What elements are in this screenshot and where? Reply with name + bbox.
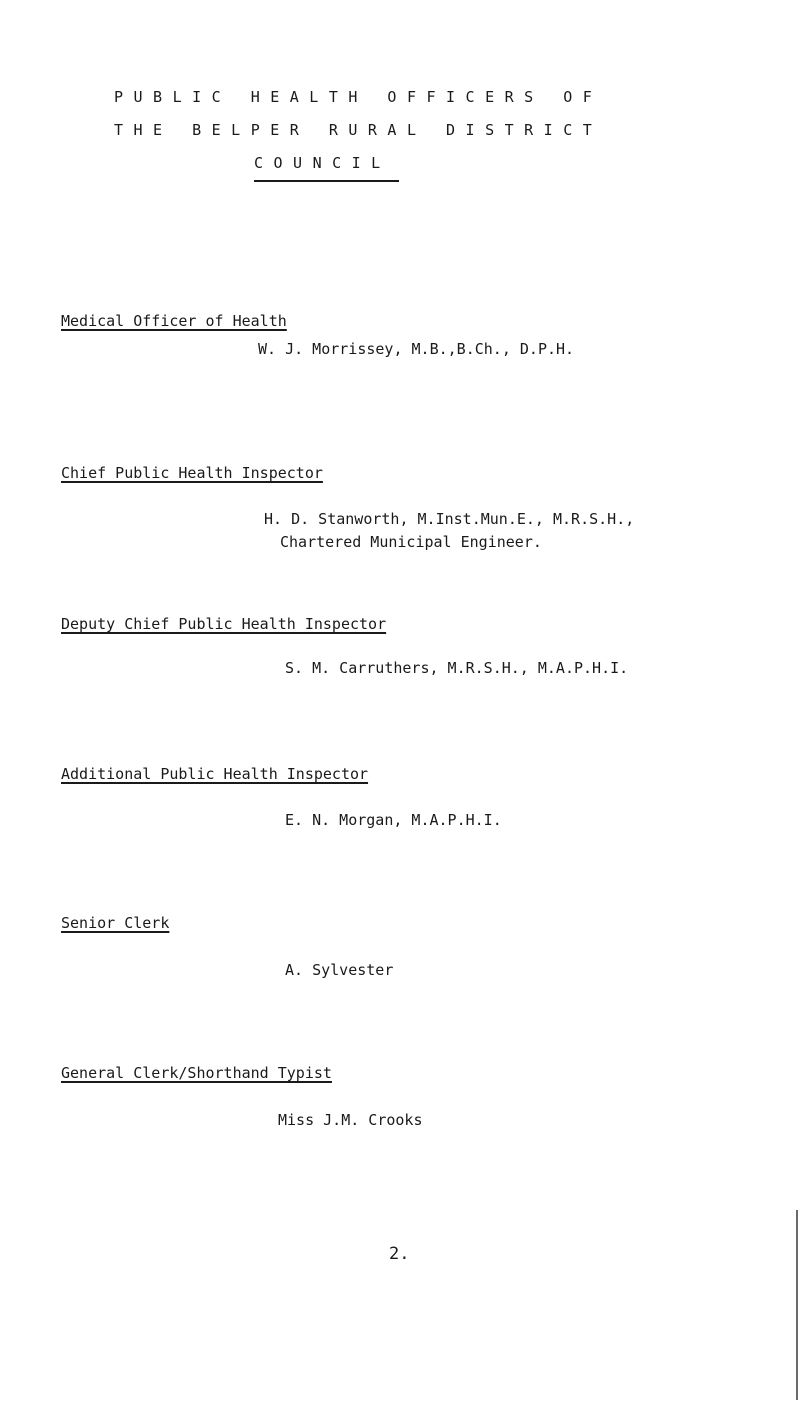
role-heading-senior-clerk: Senior Clerk xyxy=(61,914,170,932)
title-line-1: PUBLIC HEALTH OFFICERS OF xyxy=(114,88,603,106)
title-line-2: THE BELPER RURAL DISTRICT xyxy=(114,121,603,139)
page-edge-mark xyxy=(796,1210,798,1400)
role-heading-additional-inspector: Additional Public Health Inspector xyxy=(61,765,369,783)
title-underline xyxy=(254,180,399,182)
officer-qualification-chief-inspector: Chartered Municipal Engineer. xyxy=(280,533,542,551)
role-heading-general-clerk: General Clerk/Shorthand Typist xyxy=(61,1064,332,1082)
officer-name-deputy-chief-inspector: S. M. Carruthers, M.R.S.H., M.A.P.H.I. xyxy=(285,659,629,677)
page-number: 2. xyxy=(389,1244,410,1264)
officer-name-medical-officer: W. J. Morrissey, M.B.,B.Ch., D.P.H. xyxy=(258,340,575,358)
role-heading-medical-officer: Medical Officer of Health xyxy=(61,312,287,330)
officer-name-senior-clerk: A. Sylvester xyxy=(285,961,394,979)
officer-name-general-clerk: Miss J.M. Crooks xyxy=(278,1111,423,1129)
title-line-3: COUNCIL xyxy=(254,154,391,172)
role-heading-deputy-chief-inspector: Deputy Chief Public Health Inspector xyxy=(61,615,387,633)
officer-name-additional-inspector: E. N. Morgan, M.A.P.H.I. xyxy=(285,811,502,829)
officer-name-chief-inspector: H. D. Stanworth, M.Inst.Mun.E., M.R.S.H., xyxy=(264,510,635,528)
role-heading-chief-inspector: Chief Public Health Inspector xyxy=(61,464,323,482)
